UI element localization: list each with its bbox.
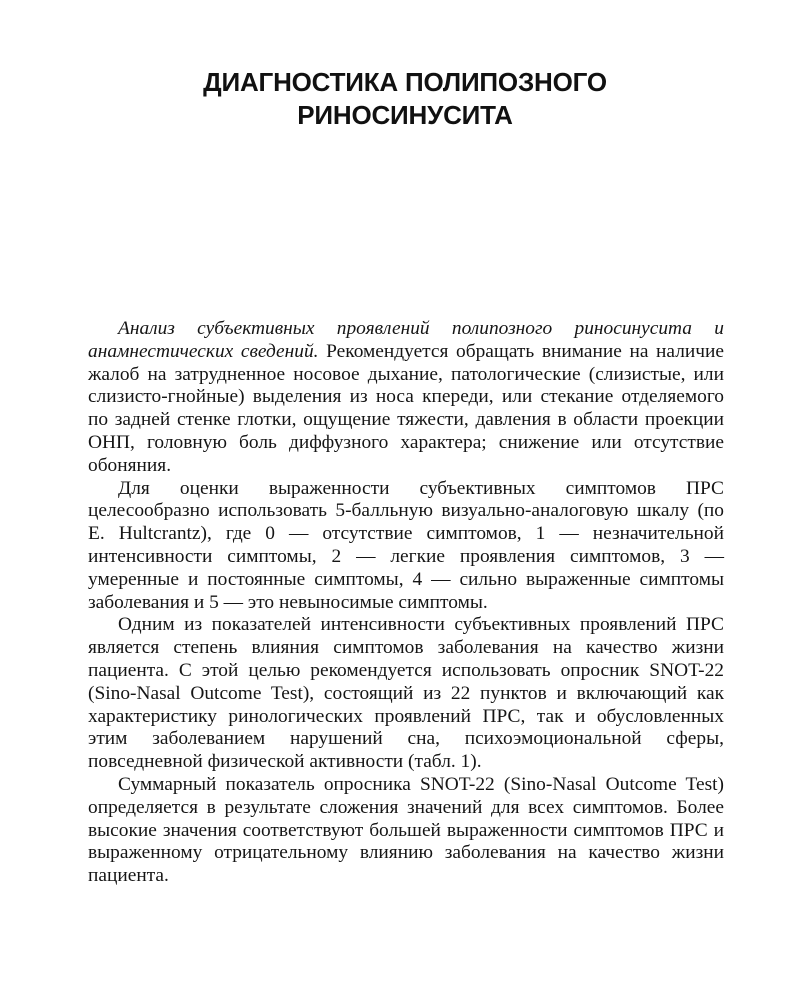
- paragraph-symptom-analysis: [88, 318, 724, 478]
- paragraph-quality-of-life: Одним из показателей интенсивности субъективных проявлений ПРС является степень влияния симптомов заболевания на качество жизни пациента. С этой целью рекомендуется использовать опросник SNOT-22 (Sino-Nasal Outcome Test), состоящий из 22 пунктов и включающий как характеристику ринологических проявлений ПРС, так и обусловленных этим заболеванием нарушений сна, психоэмоциональной сферы, повседневной физической активности (табл. 1).: [88, 614, 724, 773]
- body-text: [88, 318, 724, 888]
- paragraph-run-in-heading: Анализ субъективных проявлений полипозного риносинусита и анамнестических сведений.: [88, 318, 724, 362]
- paragraph-snot22-score: Суммарный показатель опросника SNOT-22 (Sino-Nasal Outcome Test) определяется в результате сложения значений для всех симптомов. Более высокие значения соответствуют большей выраженности симптомов ПРС и выраженному отрицательному влиянию заболевания на качество жизни пациента.: [88, 773, 724, 887]
- paragraph-symptom-scale: Для оценки выраженности субъективных симптомов ПРС целесообразно использовать 5-балльную визуально-аналоговую шкалу (по E. Hultcrantz), где 0 — отсутствие симптомов, 1 — незначительной интенсивности симптомы, 2 — легкие проявления симптомов, 3 — умеренные и постоянные симптомы, 4 — сильно выраженные симптомы заболевания и 5 — это невыносимые симптомы.: [88, 477, 724, 613]
- chapter-title: [120, 66, 690, 132]
- paragraph-text: Рекомендуется обращать внимание на наличие жалоб на затрудненное носовое дыхание, патологические (слизистые, или слизисто-гнойные) выделения из носа кпереди, или стекание отделяемого по задней стенке глотки, ощущение тяжести, давления в области проекции ОНП, головную боль диффузного характера; снижение или отсутствие обоняния.: [88, 340, 724, 476]
- chapter-title-line-1: ДИАГНОСТИКА ПОЛИПОЗНОГО: [203, 67, 607, 97]
- chapter-title-line-2: РИНОСИНУСИТА: [297, 100, 513, 130]
